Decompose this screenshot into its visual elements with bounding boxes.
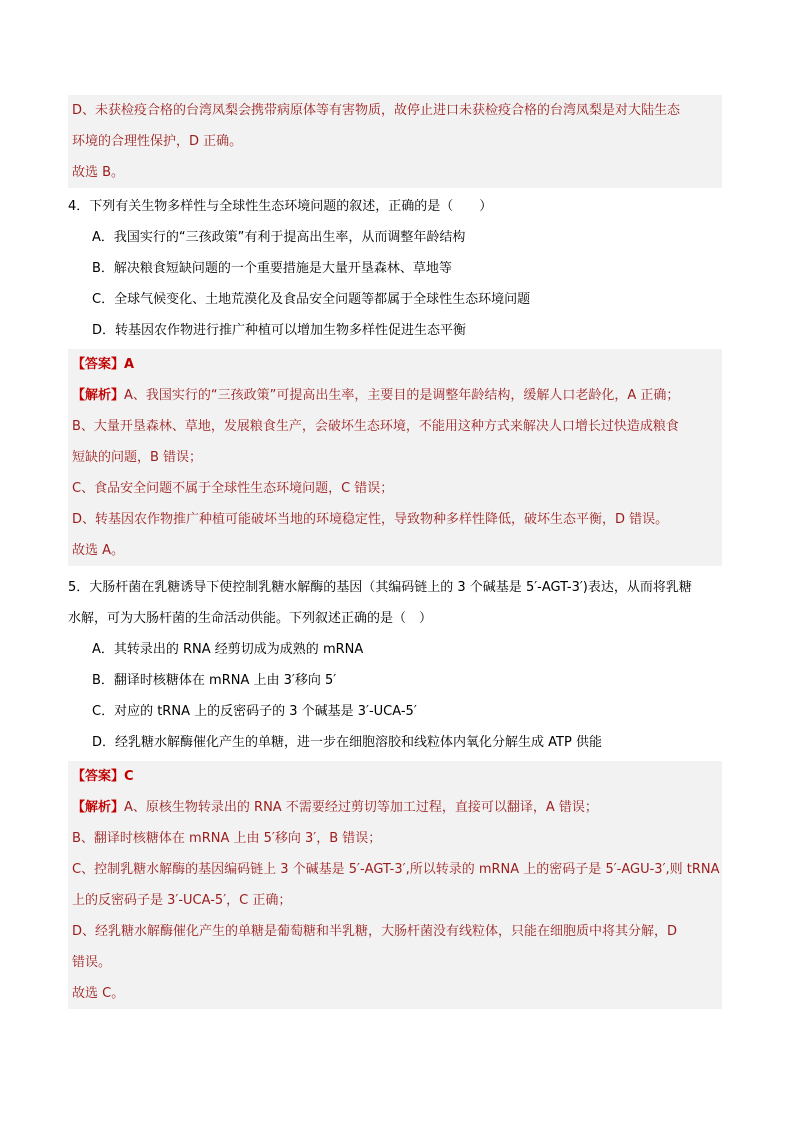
q5-analysis-line-3: C、控制乳糖水解酶的基因编码链上 3 个碱基是 5′-AGT-3′,所以转录的 mRNA 上的密码子是 5′-AGU-3′,则 tRNA xyxy=(72,862,720,877)
question-4 xyxy=(68,191,722,346)
q4-analysis-line-1 xyxy=(68,380,722,411)
q5-option-c: C．对应的 tRNA 上的反密码子的 3 个碱基是 3′-UCA-5′ xyxy=(92,704,417,719)
q4-answer-block xyxy=(68,349,722,566)
q5-analysis-line-1 xyxy=(68,792,722,823)
q4-option-d: D．转基因农作物进行推广种植可以增加生物多样性促进生态平衡 xyxy=(92,323,467,338)
q5-analysis-line-4: 上的反密码子是 3′-UCA-5′，C 正确； xyxy=(72,893,292,908)
q4-analysis-line-6: 故选 A。 xyxy=(72,543,125,558)
prev-analysis-d-line2: 环境的合理性保护，D 正确。 xyxy=(72,134,243,149)
q5-answer-block xyxy=(68,761,722,1009)
q4-analysis-line-2: B、大量开垦森林、草地，发展粮食生产，会破坏生态环境，不能用这种方式来解决人口增长过快造成粮食 xyxy=(72,419,679,434)
q4-stem: 4．下列有关生物多样性与全球性生态环境问题的叙述，正确的是（ ） xyxy=(68,199,493,214)
q4-analysis-line-5: D、转基因农作物推广种植可能破坏当地的环境稳定性，导致物种多样性降低，破坏生态平衡，D 错误。 xyxy=(72,512,669,527)
q5-stem-line2: 水解，可为大肠杆菌的生命活动供能。下列叙述正确的是（ ） xyxy=(68,611,433,626)
q4-answer-line xyxy=(68,349,722,380)
q5-option-a: A．其转录出的 RNA 经剪切成为成熟的 mRNA xyxy=(92,642,364,657)
q5-answer-line xyxy=(68,761,722,792)
q5-answer-tag: 【答案】 xyxy=(72,769,125,784)
q4-option-c: C．全球气候变化、土地荒漠化及食品安全问题等都属于全球性生态环境问题 xyxy=(92,292,531,307)
q4-answer-value: A xyxy=(124,357,135,372)
q4-analysis-line-3: 短缺的问题，B 错误； xyxy=(72,450,203,465)
prev-answer-block xyxy=(68,95,722,188)
q5-option-d: D．经乳糖水解酶催化产生的单糖，进一步在细胞溶胶和线粒体内氧化分解生成 ATP 供能 xyxy=(92,735,602,750)
q5-option-b: B．翻译时核糖体在 mRNA 上由 3′移向 5′ xyxy=(92,673,337,688)
question-5 xyxy=(68,572,722,758)
q5-analysis-line-6: 错误。 xyxy=(72,955,112,970)
prev-analysis-d-line1: D、未获检疫合格的台湾凤梨会携带病原体等有害物质，故停止进口未获检疫合格的台湾凤梨是对大陆生态 xyxy=(72,103,681,118)
q5-stem-line1: 5．大肠杆菌在乳糖诱导下使控制乳糖水解酶的基因（其编码链上的 3 个碱基是 5′-AGT-3′)表达，从而将乳糖 xyxy=(68,580,692,595)
q5-answer-value: C xyxy=(124,769,134,784)
q5-analysis-line-7: 故选 C。 xyxy=(72,986,125,1001)
q5-analysis-text-1: A、原核生物转录出的 RNA 不需要经过剪切等加工过程，直接可以翻译，A 错误； xyxy=(124,800,598,815)
q5-analysis-line-5: D、经乳糖水解酶催化产生的单糖是葡萄糖和半乳糖，大肠杆菌没有线粒体，只能在细胞质中将其分解，D xyxy=(72,924,678,939)
q4-analysis-text-1: A、我国实行的“三孩政策”可提高出生率，主要目的是调整年龄结构，缓解人口老龄化，A 正确； xyxy=(124,388,680,403)
q4-analysis-tag: 【解析】 xyxy=(72,388,125,403)
q5-analysis-line-2: B、翻译时核糖体在 mRNA 上由 5′移向 3′，B 错误； xyxy=(72,831,382,846)
q4-option-a: A．我国实行的“三孩政策”有利于提高出生率，从而调整年龄结构 xyxy=(92,230,466,245)
q4-answer-tag: 【答案】 xyxy=(72,357,125,372)
q4-analysis-line-4: C、食品安全问题不属于全球性生态环境问题，C 错误； xyxy=(72,481,394,496)
q5-analysis-tag: 【解析】 xyxy=(72,800,125,815)
q4-option-b: B．解决粮食短缺问题的一个重要措施是大量开垦森林、草地等 xyxy=(92,261,452,276)
prev-choice: 故选 B。 xyxy=(72,165,125,180)
